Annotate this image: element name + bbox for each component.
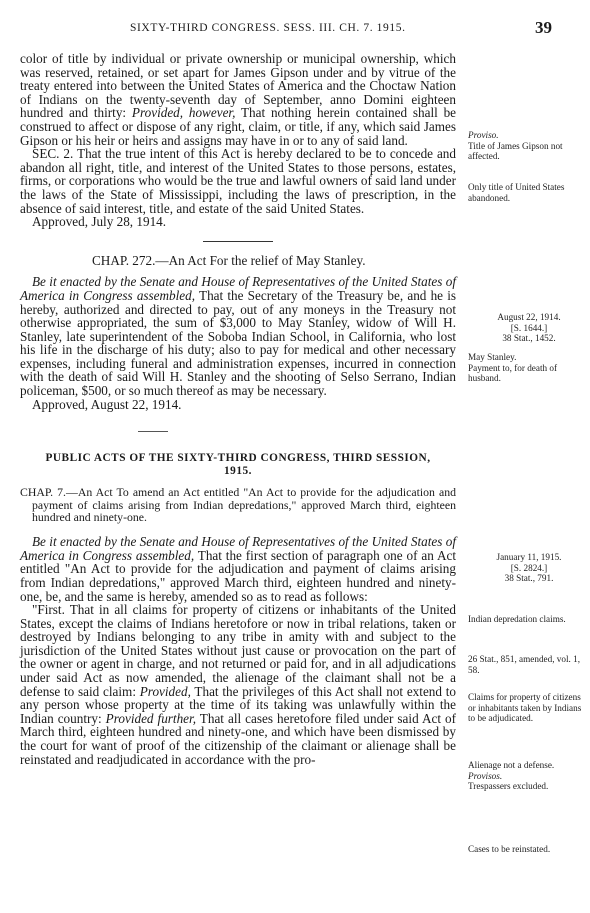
- chapter-272-heading: [20, 254, 456, 268]
- chapter-272-body: [20, 275, 456, 397]
- chapter-7-body4: That all cases heretofore filed under said Act of March third, eighteen hundred and ninety-one, and which have been dismissed by the court for want of proof of the citizenship of the claimant or alienage shall be reinstated and readjudicated in accordance with the pro-: [20, 710, 456, 767]
- margin-may-stanley: May Stanley.: [468, 352, 517, 362]
- provided-lead: Provided,: [139, 683, 191, 699]
- approved-date-1: Approved, July 28, 1914.: [32, 214, 167, 230]
- proviso-text: That nothing herein contained shall be construed to affect or dispose of any right, claim, or title, if any, which said James Gipson or his heir or heirs and assigns may have in or to any of said land.: [20, 105, 457, 148]
- chapter-7-body2: "First. That in all claims for property of citizens or inhabitants of the United States, except the claims of Indians heretofore or now in tribal relations, taken or destroyed by Indians belonging to any tribe in amity with and subject to the jurisdiction of the United States without just cause or provocation on the part of the owner or agent in charge, and not returned or paid for, and in all adjudications under said Act as now amended, the alienage of the claimant shall not be a defense to said claim:: [20, 602, 456, 699]
- margin-note-indian-dep: Indian depredation claims.: [468, 614, 566, 624]
- margin-note-proviso: [468, 130, 584, 162]
- chapter-7-date: January 11, 1915.: [496, 552, 562, 562]
- public-acts-title-line1: PUBLIC ACTS OF THE SIXTY-THIRD CONGRESS, THIRD SESSION,: [45, 452, 431, 465]
- page-number: 39: [535, 18, 552, 37]
- margin-note-stat-26: 26 Stat., 851, amended, vol. 1, 58.: [468, 654, 581, 675]
- margin-note-alienage: [468, 760, 584, 792]
- paragraph-text: color of title by individual or private ownership or municipal ownership, which was reserved, retained, or set apart for James Gipson under and by vitrue of the treaty entered into between the United States of America and the Choctaw Nation of Indians on the twenty-seventh day of September, anno Domini eighteen hundred and thirty:: [20, 51, 456, 121]
- margin-trespassers: Trespassers excluded.: [468, 781, 549, 791]
- chapter-7-heading: [20, 486, 456, 523]
- paragraph-james-gipson: [20, 52, 456, 147]
- chapter-7-enacting: [20, 535, 456, 603]
- chapter-7-body1: That the first section of paragraph one of an Act entitled "An Act to provide for the adjudication and payment of claims arising from Indian depredations," approved March third, eighteen hundred and ninety-one, be, and the same is hereby, amended so as to read as follows:: [20, 547, 456, 604]
- chapter-7-date-block: [474, 552, 584, 584]
- chapter-272-date: August 22, 1914.: [497, 312, 561, 322]
- chapter-title: —An Act For the relief of May Stanley.: [155, 252, 366, 268]
- chapter-272-bill: [S. 1644.]: [510, 322, 548, 333]
- section-2: SEC. 2. That the true intent of this Act is hereby declared to be to concede and abandon all right, title, and interest of the United States to those persons, estates, firms, or corporations who would be the true and lawful owners of said land under the laws of the State of Mississippi, including the laws of prescription, in the absence of said interest, title, and estate of the said United States.: [20, 146, 456, 216]
- chapter-7-body3: That the privileges of this Act shall not extend to any person whose property at the time of its taking was unlawfully within the Indian country:: [20, 683, 456, 726]
- margin-note-may-stanley: [468, 352, 584, 384]
- margin-payment: Payment to, for death of husband.: [468, 362, 558, 383]
- public-acts-title-line2: 1915.: [224, 465, 252, 478]
- margin-note-cases: Cases to be reinstated.: [468, 844, 551, 854]
- chapter-label: CHAP. 272.: [92, 252, 156, 268]
- approved-date-2: Approved, August 22, 1914.: [32, 396, 182, 412]
- margin-alienage: Alienage not a defense.: [468, 760, 555, 770]
- margin-proviso-title: Proviso.: [468, 130, 499, 140]
- margin-proviso-text: Title of James Gipson not affected.: [468, 140, 563, 161]
- running-head: SIXTY-THIRD CONGRESS. SESS. III. CH. 7. 1915.: [130, 22, 406, 34]
- enacting-clause: Be it enacted by the Senate and House of Representatives of the United States of America in Congress assembled,: [20, 274, 456, 303]
- chapter-272-date-block: [474, 312, 584, 344]
- margin-note-only-title: Only title of United States abandoned.: [468, 182, 565, 203]
- chapter-7-title: —An Act To amend an Act entitled "An Act to provide for the adjudication and payment of claims arising from Indian depredations," approved March third, eighteen hundred and ninety-one.: [32, 485, 457, 524]
- margin-note-claims-property: Claims for property of citizens or inhabitants taken by Indians to be adjudicated.: [468, 692, 582, 723]
- enacting-clause-2: Be it enacted by the Senate and House of Representatives of the United States of America in Congress assembled,: [20, 534, 456, 563]
- provided-further-lead: Provided further,: [105, 710, 197, 726]
- chapter-7-first-clause: [20, 603, 456, 766]
- public-acts-title: [20, 452, 456, 478]
- chapter-272-stat: 38 Stat., 1452.: [502, 333, 556, 343]
- chapter-7-bill: [S. 2824.]: [510, 562, 548, 573]
- chapter-7-label: CHAP. 7.: [20, 485, 67, 500]
- page-header: [0, 18, 590, 42]
- margin-provisos: Provisos.: [468, 770, 503, 781]
- proviso-lead: Provided, however,: [131, 105, 236, 121]
- chapter-7-stat: 38 Stat., 791.: [504, 573, 554, 583]
- section-divider-2: [138, 431, 168, 432]
- section-divider: [203, 241, 273, 242]
- main-text-column: [20, 52, 456, 766]
- chapter-body: That the Secretary of the Treasury be, and he is hereby, authorized and directed to pay, out of any moneys in the Treasury not otherwise appropriated, the sum of $3,000 to May Stanley, widow of Will H. Stanley, late superintendent of the Soboba Indian School, in California, who lost his life in the discharge of his duty; also to pay for medical and other necessary expenses, including funeral and administration expenses, incurred in connection with the death of said Will H. Stanley and the shooting of Selso Serrano, Indian policeman, $500, or so much thereof as may be necessary.: [20, 287, 457, 399]
